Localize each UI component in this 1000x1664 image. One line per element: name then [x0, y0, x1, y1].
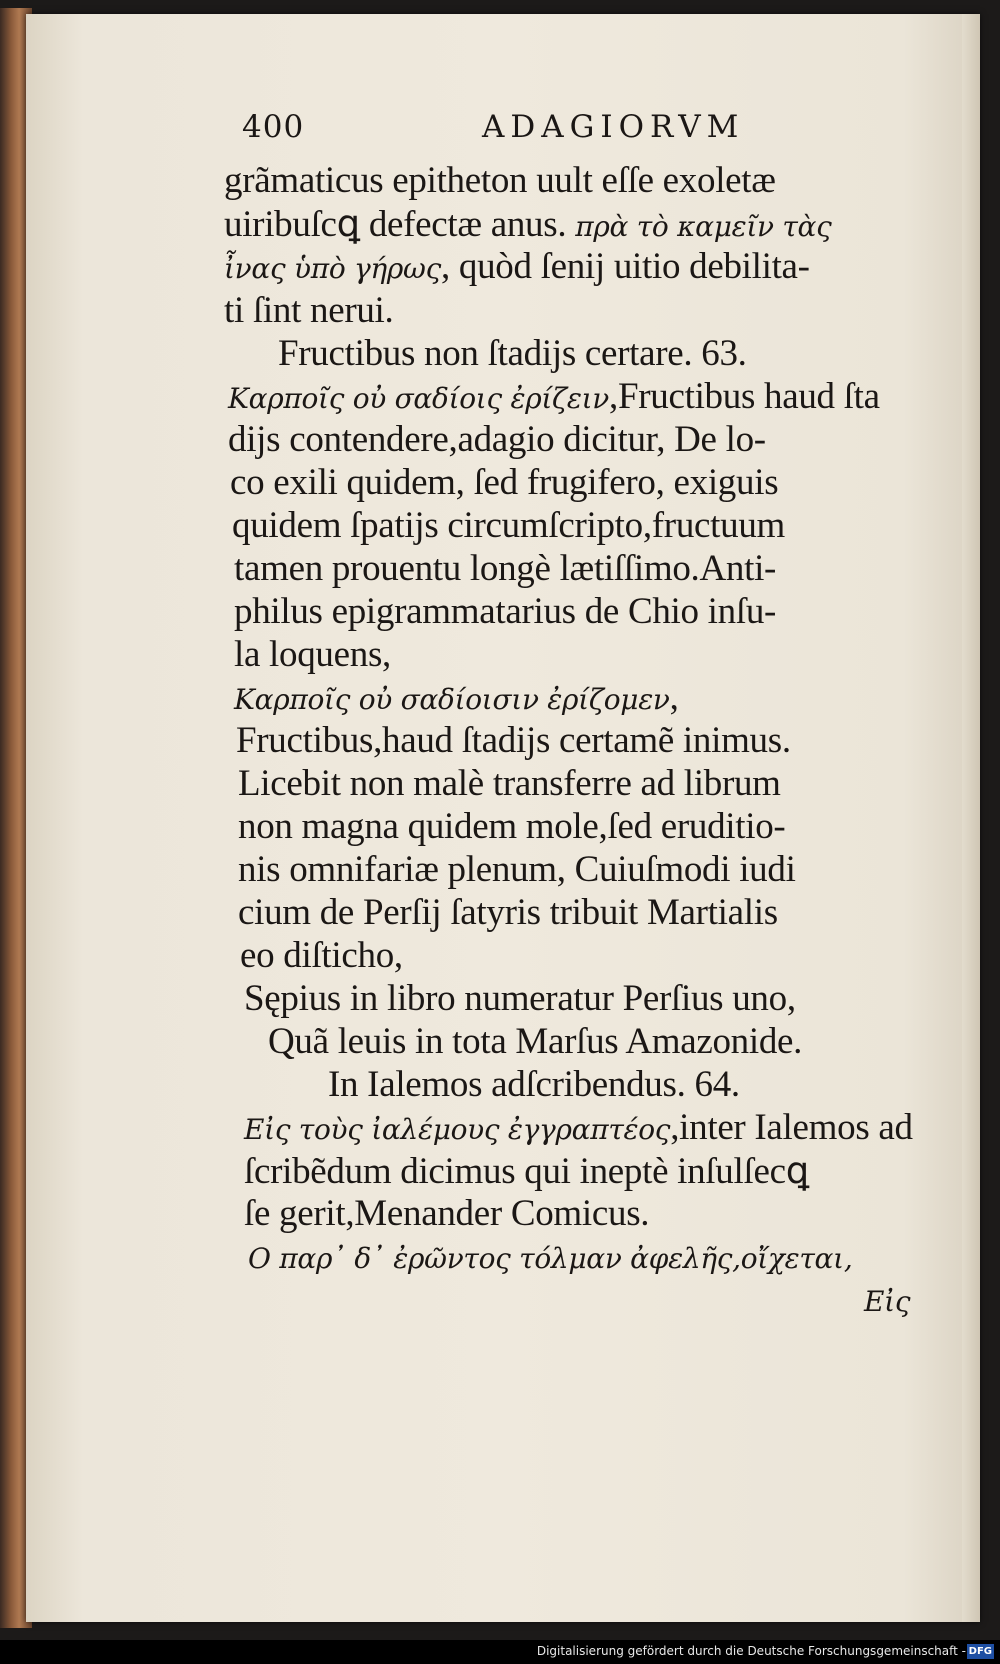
- text-line: [244, 1149, 809, 1193]
- verse-line: [244, 977, 796, 1020]
- line-text: co exili quidem, ſed frugifero, exiguis: [230, 462, 779, 503]
- catchword: [864, 1278, 910, 1321]
- line-text: ti ſint nerui.: [224, 290, 394, 331]
- greek-text: Εἰς τοὺς ἰαλέμους ἐγγραπτέος: [244, 1113, 671, 1146]
- text-line: [224, 289, 393, 332]
- text-line: [228, 418, 766, 461]
- text-line: [248, 1235, 852, 1278]
- line-text: philus epigrammatarius de Chio inſu-: [234, 591, 777, 632]
- text-line: [224, 245, 810, 288]
- text-line: [224, 159, 776, 202]
- line-text: grãmaticus epitheton uult eſſe exoletæ: [224, 160, 776, 201]
- line-text: dijs contendere,adagio dicitur, De lo-: [228, 419, 766, 460]
- line-text: cium de Perſij ſatyris tribuit Martialis: [238, 892, 778, 933]
- text-line: [234, 676, 679, 719]
- funding-credit: Digitalisierung gefördert durch die Deutsche Forschungsgemeinschaft -: [536, 1644, 966, 1658]
- text-line: [238, 805, 785, 848]
- page-number: 400: [242, 109, 305, 145]
- line-text: ſcribẽdum dicimus qui ineptè inſulſecꝗ: [244, 1151, 809, 1192]
- line-text: non magna quidem mole,ſed eruditio-: [238, 806, 786, 847]
- section-heading: [278, 332, 747, 375]
- text-line: [234, 547, 776, 590]
- line-text: ſe gerit,Menander Comicus.: [244, 1193, 650, 1234]
- text-line: [236, 719, 791, 762]
- text-line: [234, 590, 776, 633]
- text-line: [224, 202, 832, 246]
- line-text: ,: [669, 677, 679, 718]
- line-text: ,Fructibus haud ſta: [609, 376, 880, 417]
- greek-text: ἶνας ὑπὸ γήρως: [224, 252, 441, 285]
- greek-text: Ο παρ᾽ δ᾽ ἐρῶντος τόλμαν ἀφελῆς,οἴχεται,: [248, 1242, 853, 1275]
- text-line: [230, 461, 778, 504]
- line-text: nis omnifariæ plenum, Cuiuſmodi iudi: [238, 849, 796, 890]
- line-text: uiribuſcꝗ defectæ anus.: [224, 204, 576, 245]
- line-text: Quã leuis in tota Marſus Amazonide.: [268, 1021, 803, 1062]
- line-text: Licebit non malè transferre ad librum: [238, 763, 781, 804]
- verse-line: [268, 1020, 802, 1063]
- greek-text: Καρποῖς οὐ σαδίοισιν ἐρίζομεν: [234, 683, 670, 716]
- line-text: la loquens,: [234, 634, 392, 675]
- greek-text: Καρποῖς οὐ σαδίοις ἐρίζειν: [228, 382, 610, 415]
- text-line: [244, 1192, 649, 1235]
- text-line: [234, 633, 391, 676]
- line-text: In Ialemos adſcribendus. 64.: [328, 1064, 740, 1105]
- line-text: Fructibus,haud ſtadijs certamẽ inimus.: [236, 720, 791, 761]
- section-heading: [328, 1063, 740, 1106]
- text-line: [238, 762, 781, 805]
- line-text: tamen prouentu longè lætiſſimo.Anti-: [234, 548, 777, 589]
- dfg-logo: DFG: [968, 1646, 992, 1657]
- running-title: ADAGIORVM: [482, 109, 745, 145]
- line-text: , quòd ſenij uitio debilita-: [440, 246, 810, 287]
- page-edge: [962, 14, 980, 1622]
- text-line: [232, 504, 785, 547]
- text-line: [238, 848, 796, 891]
- line-text: ,inter Ialemos ad: [670, 1107, 913, 1148]
- text-line: [238, 891, 778, 934]
- book-page: [26, 14, 980, 1622]
- footer-bar: [0, 1640, 1000, 1664]
- greek-text: πρὰ τὸ καμεῖν τὰς: [575, 210, 832, 243]
- text-line: [228, 375, 880, 418]
- greek-text: Εἰς: [864, 1285, 911, 1318]
- text-line: [240, 934, 403, 977]
- line-text: Fructibus non ſtadijs certare. 63.: [278, 333, 747, 374]
- text-line: [244, 1106, 913, 1149]
- line-text: eo diſticho,: [240, 935, 403, 976]
- line-text: Sępius in libro numeratur Perſius uno,: [244, 978, 796, 1019]
- line-text: quidem ſpatijs circumſcripto,fructuum: [232, 505, 786, 546]
